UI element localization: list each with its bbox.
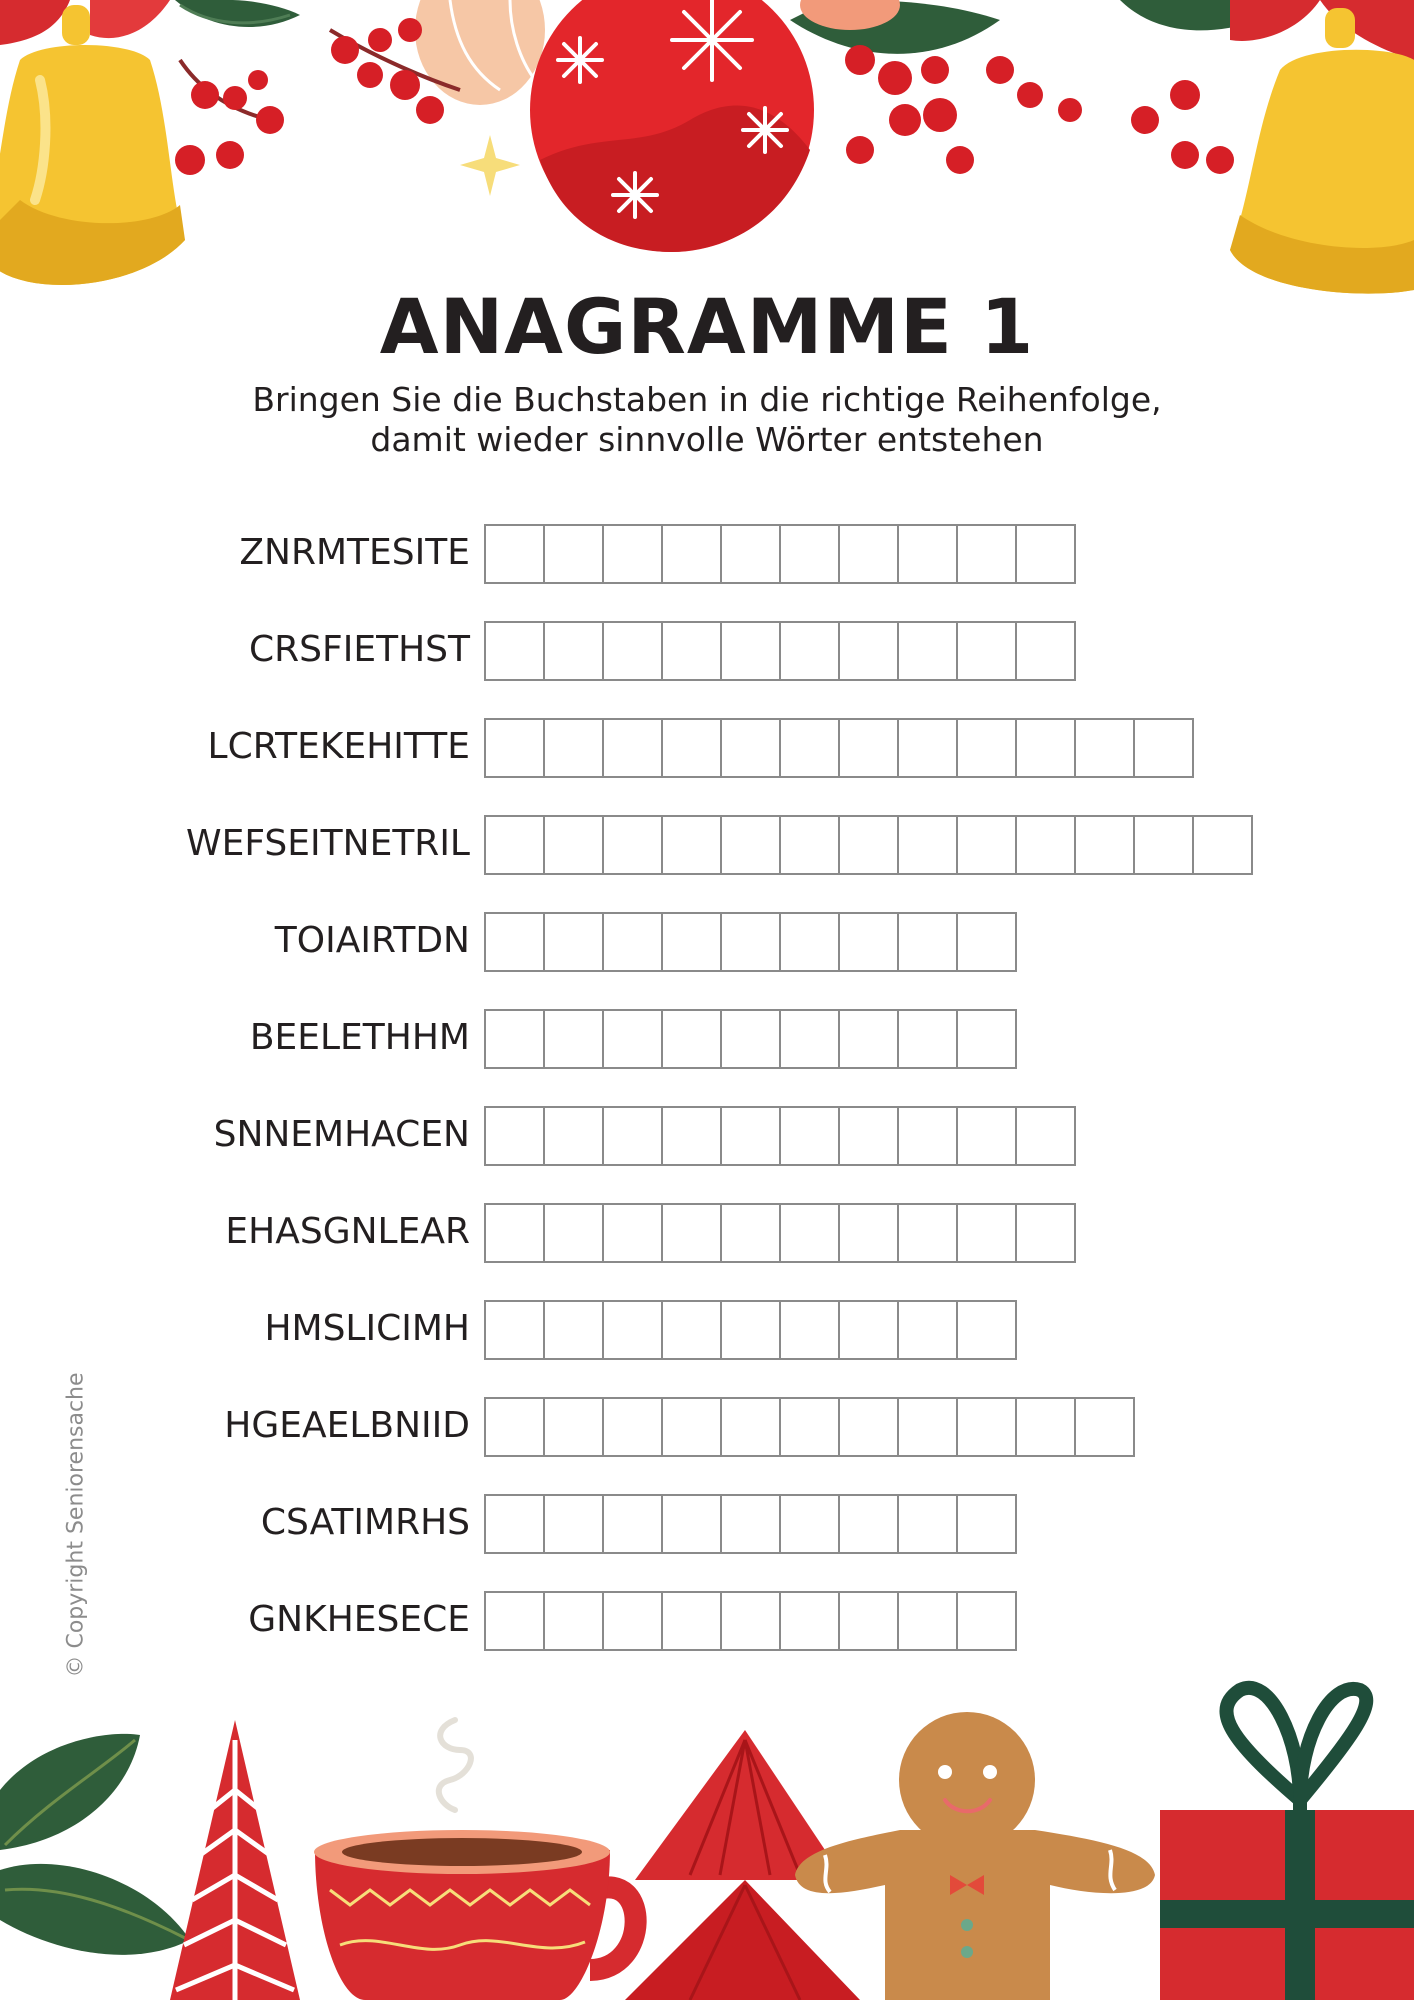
answer-boxes xyxy=(484,718,1194,776)
letter-box[interactable] xyxy=(484,1009,545,1069)
anagram-row xyxy=(0,1203,1414,1261)
letter-box[interactable] xyxy=(779,718,840,778)
letter-box[interactable] xyxy=(543,1591,604,1651)
letter-box[interactable] xyxy=(720,1591,781,1651)
letter-box[interactable] xyxy=(838,524,899,584)
letter-box[interactable] xyxy=(720,1009,781,1069)
letter-box[interactable] xyxy=(897,912,958,972)
letter-box[interactable] xyxy=(838,1203,899,1263)
letter-box[interactable] xyxy=(661,1494,722,1554)
letter-box[interactable] xyxy=(1015,1203,1076,1263)
letter-box[interactable] xyxy=(602,1591,663,1651)
letter-box[interactable] xyxy=(897,1300,958,1360)
answer-boxes xyxy=(484,912,1017,970)
letter-box[interactable] xyxy=(1133,718,1194,778)
letter-box[interactable] xyxy=(956,1591,1017,1651)
gingerbread-man-icon xyxy=(795,1712,1155,2000)
anagram-row xyxy=(0,718,1414,776)
letter-box[interactable] xyxy=(484,524,545,584)
letter-box[interactable] xyxy=(543,1300,604,1360)
letter-box[interactable] xyxy=(897,1009,958,1069)
letter-box[interactable] xyxy=(956,1203,1017,1263)
letter-box[interactable] xyxy=(838,912,899,972)
letter-box[interactable] xyxy=(602,621,663,681)
letter-box[interactable] xyxy=(720,912,781,972)
scrambled-word: GNKHESECE xyxy=(248,1599,470,1640)
letter-box[interactable] xyxy=(1074,815,1135,875)
letter-box[interactable] xyxy=(661,1397,722,1457)
anagram-row xyxy=(0,1591,1414,1649)
letter-box[interactable] xyxy=(838,815,899,875)
answer-boxes xyxy=(484,1591,1017,1649)
letter-box[interactable] xyxy=(661,1106,722,1166)
bottom-decoration xyxy=(0,1680,1414,2000)
letter-box[interactable] xyxy=(838,1494,899,1554)
letter-box[interactable] xyxy=(779,1106,840,1166)
letter-box[interactable] xyxy=(897,524,958,584)
letter-box[interactable] xyxy=(897,1203,958,1263)
letter-box[interactable] xyxy=(543,912,604,972)
letter-box[interactable] xyxy=(484,1106,545,1166)
letter-box[interactable] xyxy=(956,524,1017,584)
letter-box[interactable] xyxy=(956,1494,1017,1554)
letter-box[interactable] xyxy=(484,1494,545,1554)
letter-box[interactable] xyxy=(779,1591,840,1651)
letter-box[interactable] xyxy=(838,1300,899,1360)
scrambled-word: LCRTEKEHITTE xyxy=(207,726,470,767)
letter-box[interactable] xyxy=(484,1300,545,1360)
letter-box[interactable] xyxy=(779,1203,840,1263)
letter-box[interactable] xyxy=(543,524,604,584)
anagram-row xyxy=(0,912,1414,970)
letter-box[interactable] xyxy=(661,524,722,584)
letter-box[interactable] xyxy=(543,1397,604,1457)
letter-box[interactable] xyxy=(602,1300,663,1360)
letter-box[interactable] xyxy=(720,815,781,875)
letter-box[interactable] xyxy=(838,1397,899,1457)
letter-box[interactable] xyxy=(897,718,958,778)
letter-box[interactable] xyxy=(602,718,663,778)
anagram-row xyxy=(0,1300,1414,1358)
letter-box[interactable] xyxy=(1074,718,1135,778)
answer-boxes xyxy=(484,1009,1017,1067)
top-decoration xyxy=(0,0,1414,300)
letter-box[interactable] xyxy=(602,1009,663,1069)
letter-box[interactable] xyxy=(1015,621,1076,681)
answer-boxes xyxy=(484,1494,1017,1552)
holly-icon xyxy=(790,0,1000,54)
scrambled-word: BEELETHHM xyxy=(249,1017,470,1058)
christmas-bauble-icon xyxy=(530,0,814,252)
letter-box[interactable] xyxy=(661,621,722,681)
answer-boxes xyxy=(484,815,1253,873)
anagram-row xyxy=(0,1106,1414,1164)
holly-icon xyxy=(0,1734,190,1955)
letter-box[interactable] xyxy=(602,1203,663,1263)
letter-box[interactable] xyxy=(1015,815,1076,875)
letter-box[interactable] xyxy=(543,718,604,778)
scrambled-word: TOIAIRTDN xyxy=(274,920,470,961)
letter-box[interactable] xyxy=(838,718,899,778)
letter-box[interactable] xyxy=(484,1591,545,1651)
scrambled-word: HMSLICIMH xyxy=(264,1308,470,1349)
scrambled-word: CSATIMRHS xyxy=(260,1502,470,1543)
scrambled-word: WEFSEITNETRIL xyxy=(186,823,470,864)
instructions-line-2: damit wieder sinnvolle Wörter entstehen xyxy=(370,420,1044,459)
berries-icon xyxy=(175,60,284,175)
answer-boxes xyxy=(484,621,1076,679)
holly-icon xyxy=(175,0,300,27)
tree-icon xyxy=(170,1720,300,2000)
bow-icon xyxy=(1230,0,1414,60)
letter-box[interactable] xyxy=(1015,524,1076,584)
letter-box[interactable] xyxy=(897,815,958,875)
page-title: ANAGRAMME 1 xyxy=(379,282,1035,371)
gift-icon xyxy=(1160,1688,1414,2000)
letter-box[interactable] xyxy=(897,1494,958,1554)
letter-box[interactable] xyxy=(602,815,663,875)
letter-box[interactable] xyxy=(720,524,781,584)
letter-box[interactable] xyxy=(779,815,840,875)
scrambled-word: HGEAELBNIID xyxy=(224,1405,470,1446)
letter-box[interactable] xyxy=(661,1300,722,1360)
letter-box[interactable] xyxy=(1074,1397,1135,1457)
anagram-row xyxy=(0,1009,1414,1067)
letter-box[interactable] xyxy=(1015,1106,1076,1166)
scrambled-word: CRSFIETHST xyxy=(249,629,470,670)
letter-box[interactable] xyxy=(956,1009,1017,1069)
anagram-row xyxy=(0,524,1414,582)
letter-box[interactable] xyxy=(602,1397,663,1457)
letter-box[interactable] xyxy=(838,1591,899,1651)
letter-box[interactable] xyxy=(661,1591,722,1651)
letter-box[interactable] xyxy=(661,815,722,875)
letter-box[interactable] xyxy=(956,1106,1017,1166)
letter-box[interactable] xyxy=(484,1397,545,1457)
letter-box[interactable] xyxy=(897,1591,958,1651)
letter-box[interactable] xyxy=(779,524,840,584)
instructions xyxy=(0,380,1414,460)
anagram-row xyxy=(0,621,1414,679)
berries-icon xyxy=(1131,80,1234,174)
bell-icon xyxy=(0,5,185,285)
letter-box[interactable] xyxy=(543,815,604,875)
letter-box[interactable] xyxy=(484,815,545,875)
letter-box[interactable] xyxy=(661,1203,722,1263)
letter-box[interactable] xyxy=(720,621,781,681)
letter-box[interactable] xyxy=(484,912,545,972)
letter-box[interactable] xyxy=(720,1106,781,1166)
answer-boxes xyxy=(484,524,1076,582)
answer-boxes xyxy=(484,1203,1076,1261)
scrambled-word: SNNEMHACEN xyxy=(213,1114,470,1155)
letter-box[interactable] xyxy=(779,1009,840,1069)
answer-boxes xyxy=(484,1300,1017,1358)
scrambled-word: ZNRMTESITE xyxy=(239,532,470,573)
sparkle-icon xyxy=(460,135,520,196)
letter-box[interactable] xyxy=(1015,718,1076,778)
letter-box[interactable] xyxy=(838,621,899,681)
instructions-line-1: Bringen Sie die Buchstaben in die richtige Reihenfolge, xyxy=(252,380,1162,419)
letter-box[interactable] xyxy=(720,1494,781,1554)
letter-box[interactable] xyxy=(543,1009,604,1069)
letter-box[interactable] xyxy=(602,1494,663,1554)
letter-box[interactable] xyxy=(602,1106,663,1166)
letter-box[interactable] xyxy=(602,912,663,972)
letter-box[interactable] xyxy=(484,1203,545,1263)
berries-icon xyxy=(845,45,1082,174)
christmas-bauble-icon xyxy=(415,0,545,105)
copyright-notice: © Copyright Seniorensache xyxy=(63,1372,89,1678)
scrambled-word: EHASGNLEAR xyxy=(225,1211,470,1252)
letter-box[interactable] xyxy=(779,912,840,972)
letter-box[interactable] xyxy=(1133,815,1194,875)
letter-box[interactable] xyxy=(838,1009,899,1069)
letter-box[interactable] xyxy=(779,1494,840,1554)
letter-box[interactable] xyxy=(779,621,840,681)
mug-icon xyxy=(314,1720,636,2000)
letter-box[interactable] xyxy=(956,912,1017,972)
letter-box[interactable] xyxy=(956,1397,1017,1457)
answer-boxes xyxy=(484,1397,1135,1455)
letter-box[interactable] xyxy=(720,718,781,778)
bell-icon xyxy=(1230,8,1414,294)
letter-box[interactable] xyxy=(661,718,722,778)
letter-box[interactable] xyxy=(484,718,545,778)
letter-box[interactable] xyxy=(661,912,722,972)
anagram-row xyxy=(0,1397,1414,1455)
letter-box[interactable] xyxy=(779,1397,840,1457)
letter-box[interactable] xyxy=(956,718,1017,778)
letter-box[interactable] xyxy=(543,1494,604,1554)
anagram-row xyxy=(0,815,1414,873)
letter-box[interactable] xyxy=(956,1300,1017,1360)
letter-box[interactable] xyxy=(956,621,1017,681)
letter-box[interactable] xyxy=(543,1106,604,1166)
letter-box[interactable] xyxy=(1015,1397,1076,1457)
letter-box[interactable] xyxy=(897,621,958,681)
letter-box[interactable] xyxy=(779,1300,840,1360)
letter-box[interactable] xyxy=(602,524,663,584)
letter-box[interactable] xyxy=(661,1009,722,1069)
letter-box[interactable] xyxy=(484,621,545,681)
letter-box[interactable] xyxy=(543,621,604,681)
letter-box[interactable] xyxy=(897,1106,958,1166)
anagram-row xyxy=(0,1494,1414,1552)
answer-boxes xyxy=(484,1106,1076,1164)
letter-box[interactable] xyxy=(543,1203,604,1263)
letter-box[interactable] xyxy=(838,1106,899,1166)
letter-box[interactable] xyxy=(956,815,1017,875)
letter-box[interactable] xyxy=(1192,815,1253,875)
letter-box[interactable] xyxy=(720,1397,781,1457)
letter-box[interactable] xyxy=(720,1300,781,1360)
letter-box[interactable] xyxy=(897,1397,958,1457)
letter-box[interactable] xyxy=(720,1203,781,1263)
